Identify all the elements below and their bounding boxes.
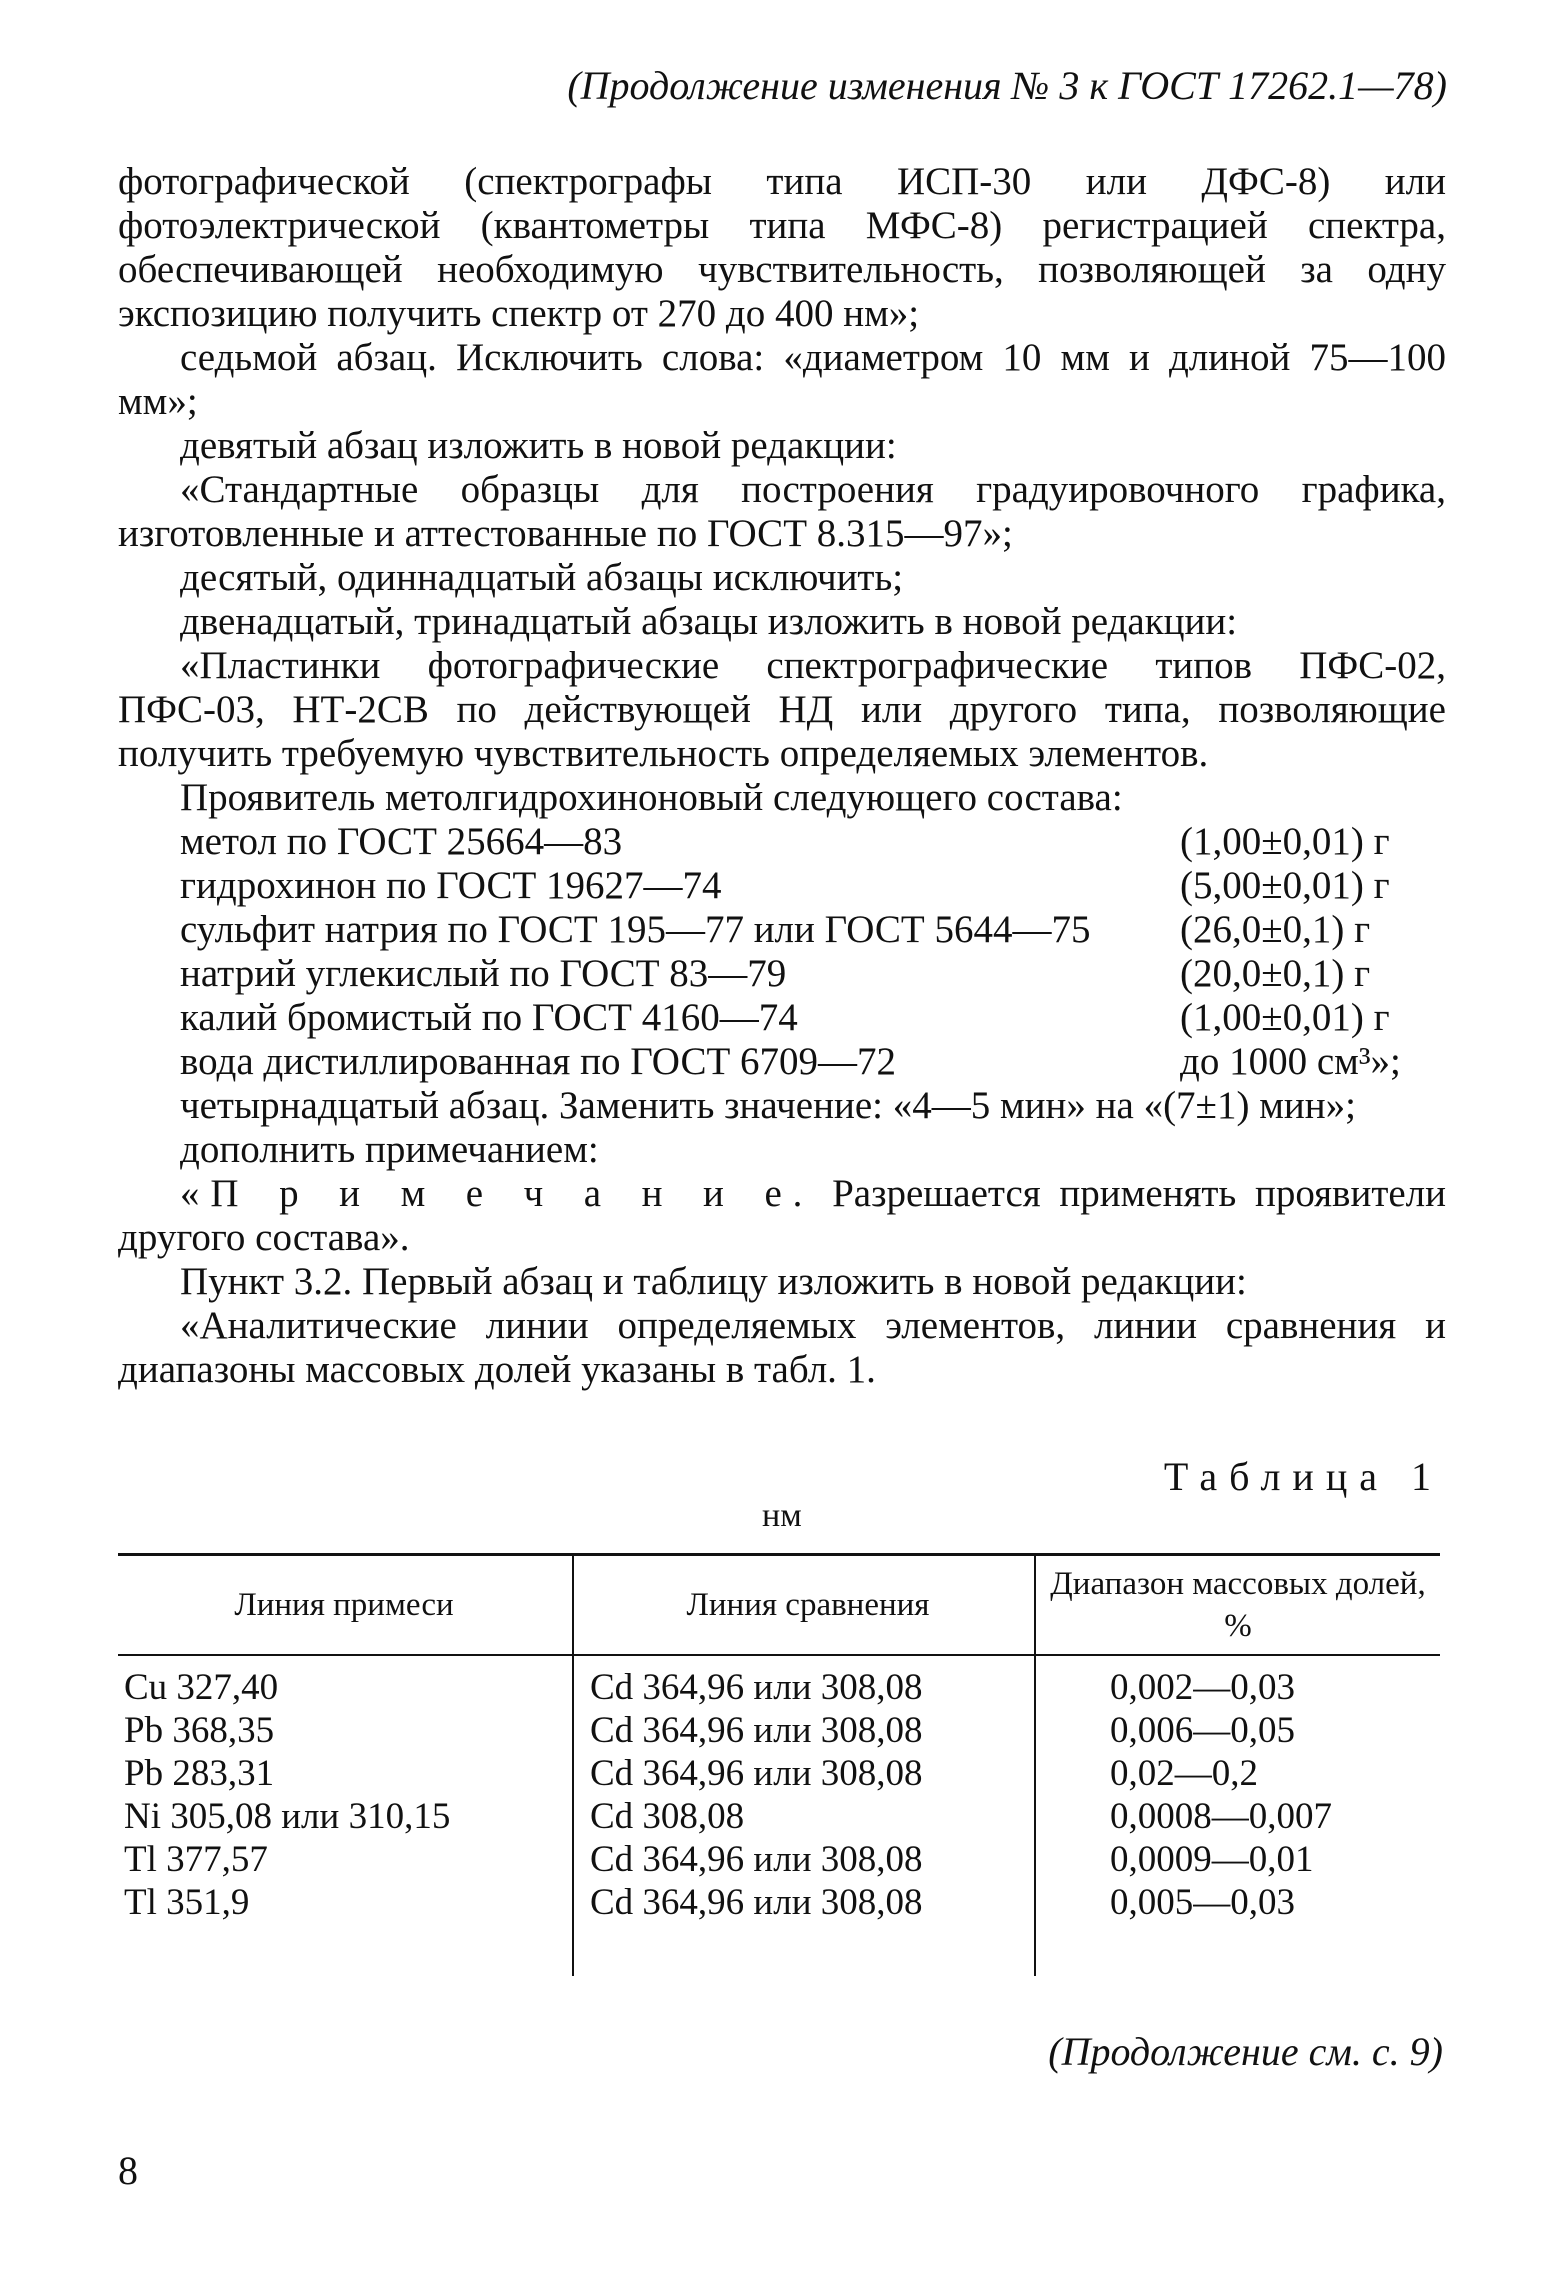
- comparison-line-cell: Cd 308,08: [573, 1795, 1035, 1838]
- impurity-line-cell: Ni 305,08 или 310,15: [124, 1796, 451, 1837]
- paragraph-10: дополнить примечанием:: [180, 1128, 599, 1171]
- range-cell: 0,0008—0,007: [1035, 1795, 1440, 1838]
- paragraph-12: Пункт 3.2. Первый абзац и таблицу изложить в новой редакции:: [180, 1260, 1247, 1303]
- column-header-impurity-line: Линия примеси: [118, 1555, 573, 1656]
- recipe-ingredient: калий бромистый по ГОСТ 4160—74: [180, 996, 798, 1039]
- table-caption: Таблица 1: [1163, 1454, 1443, 1499]
- recipe-amount: (26,0±0,1) г: [1180, 908, 1371, 951]
- comparison-line-cell: Cd 364,96 или 308,08: [573, 1709, 1035, 1752]
- developer-recipe: [180, 820, 1440, 1084]
- impurity-line-cell: Cu 327,40: [124, 1667, 279, 1708]
- table-row: [118, 1795, 1440, 1838]
- paragraph-8: Проявитель метолгидрохиноновый следующего состава:: [180, 776, 1123, 819]
- recipe-amount: (1,00±0,01) г: [1180, 820, 1390, 863]
- recipe-ingredient: гидрохинон по ГОСТ 19627—74: [180, 864, 722, 907]
- paragraph-9: четырнадцатый абзац. Заменить значение: «4—5 мин» на «(7±1) мин»;: [180, 1084, 1356, 1127]
- note-text: Разрешается применять проявители другого состава».: [118, 1172, 1447, 1259]
- body-text: [118, 160, 1446, 1392]
- impurity-line-cell: Pb 283,31: [124, 1753, 275, 1794]
- recipe-amount: до 1000 см³»;: [1180, 1040, 1401, 1083]
- comparison-line-cell: Cd 364,96 или 308,08: [573, 1881, 1035, 1976]
- table-row: [118, 1881, 1440, 1976]
- paragraph-6: двенадцатый, тринадцатый абзацы изложить в новой редакции:: [180, 600, 1238, 643]
- range-cell: 0,002—0,03: [1035, 1655, 1440, 1709]
- range-cell: 0,0009—0,01: [1035, 1838, 1440, 1881]
- table-row: [118, 1752, 1440, 1795]
- recipe-ingredient: сульфит натрия по ГОСТ 195—77 или ГОСТ 5644—75: [180, 908, 1091, 951]
- table-row: [118, 1709, 1440, 1752]
- impurity-line-cell: Tl 377,57: [124, 1839, 268, 1880]
- range-cell: 0,006—0,05: [1035, 1709, 1440, 1752]
- recipe-row: [180, 1040, 1440, 1084]
- recipe-row: [180, 820, 1440, 864]
- note-label: «П р и м е ч а н и е.: [180, 1172, 814, 1215]
- recipe-row: [180, 996, 1440, 1040]
- table-row: [118, 1655, 1440, 1709]
- page-number: 8: [118, 2148, 138, 2193]
- paragraph-7: «Пластинки фотографические спектрографические типов ПФС-02, ПФС-03, НТ-2СВ по действующей НД или другого типа, позволяющие получить требуемую чувствительность определяемых элементов.: [118, 644, 1446, 775]
- continuation-note: (Продолжение см. с. 9): [1048, 2029, 1443, 2074]
- spectral-lines-table: [118, 1553, 1440, 1976]
- recipe-amount: (1,00±0,01) г: [1180, 996, 1390, 1039]
- recipe-amount: (20,0±0,1) г: [1180, 952, 1371, 995]
- paragraph-note: [118, 1172, 1446, 1260]
- running-header: (Продолжение изменения № 3 к ГОСТ 17262.1—78): [567, 63, 1447, 108]
- recipe-amount: (5,00±0,01) г: [1180, 864, 1390, 907]
- recipe-row: [180, 908, 1440, 952]
- column-header-comparison-line: Линия сравнения: [573, 1555, 1035, 1656]
- recipe-ingredient: метол по ГОСТ 25664—83: [180, 820, 623, 863]
- recipe-ingredient: натрий углекислый по ГОСТ 83—79: [180, 952, 787, 995]
- paragraph-1: фотографической (спектрографы типа ИСП-30 или ДФС-8) или фотоэлектрической (квантометры типа МФС-8) регистрацией спектра, обеспечивающей необходимую чувствительность, позволяющей за одну экспозицию получить спектр от 270 до 400 нм»;: [118, 160, 1446, 335]
- column-header-mass-fraction-range: Диапазон массовых долей, %: [1035, 1555, 1440, 1656]
- table-units: нм: [762, 1497, 802, 1534]
- paragraph-2: седьмой абзац. Исключить слова: «диаметром 10 мм и длиной 75—100 мм»;: [118, 336, 1446, 423]
- impurity-line-cell: Tl 351,9: [124, 1882, 250, 1923]
- paragraph-5: десятый, одиннадцатый абзацы исключить;: [180, 556, 904, 599]
- comparison-line-cell: Cd 364,96 или 308,08: [573, 1655, 1035, 1709]
- recipe-ingredient: вода дистиллированная по ГОСТ 6709—72: [180, 1040, 897, 1083]
- paragraph-13: «Аналитические линии определяемых элементов, линии сравнения и диапазоны массовых долей указаны в табл. 1.: [118, 1304, 1446, 1391]
- comparison-line-cell: Cd 364,96 или 308,08: [573, 1838, 1035, 1881]
- recipe-row: [180, 952, 1440, 996]
- comparison-line-cell: Cd 364,96 или 308,08: [573, 1752, 1035, 1795]
- impurity-line-cell: Pb 368,35: [124, 1710, 275, 1751]
- paragraph-3: девятый абзац изложить в новой редакции:: [180, 424, 897, 467]
- range-cell: 0,02—0,2: [1035, 1752, 1440, 1795]
- paragraph-4: «Стандартные образцы для построения градуировочного графика, изготовленные и аттестованные по ГОСТ 8.315—97»;: [118, 468, 1446, 555]
- table-header-row: [118, 1555, 1440, 1656]
- range-cell: 0,005—0,03: [1035, 1881, 1440, 1976]
- recipe-row: [180, 864, 1440, 908]
- table-row: [118, 1838, 1440, 1881]
